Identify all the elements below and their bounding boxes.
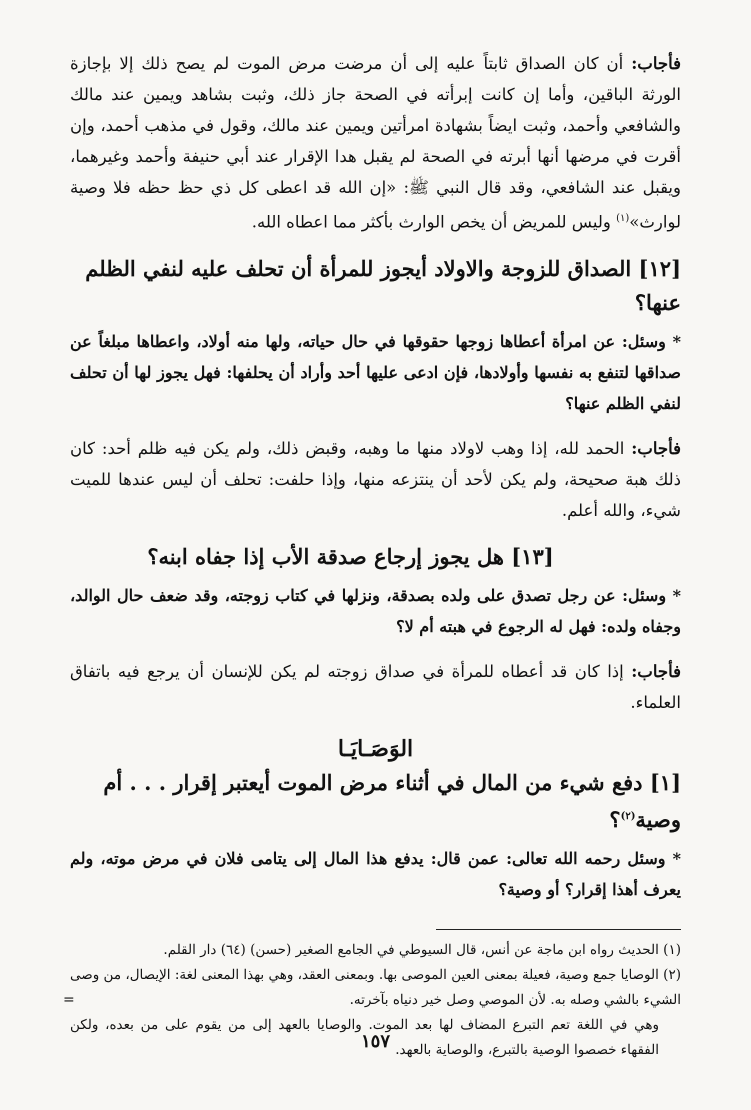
footnote-separator [436, 929, 681, 930]
answer-12 [70, 433, 681, 526]
footnote-1: (١) الحديث رواه ابن ماجة عن أنس، قال السيوطي في الجامع الصغير (حسن) (٦٤) دار القلم. [163, 941, 681, 958]
section-title: الوَصَـايَـا [337, 735, 414, 762]
answer-12-text: الحمد لله، إذا وهب لاولاد منها ما وهبه، وقبض ذلك، ولم يكن فيه ظلم أحد: كان ذلك هبة صحيحة، ولم يكن لأحد أن ينتزعه منها، وإذا حلفت: تحلف أن ليس عندها للميت شيء، والله أعلم. [70, 438, 681, 520]
question-12: * وسئل: عن امرأة أعطاها زوجها حقوقها في حال حياته، ولها منه أولاد، واعطاها مبلغاً عن صداقها لتنفع به نفسها وأولادها، فإن ادعى عليها أحد وأراد أن يحلفها: فهل يجوز لها أن تحلف لنفي الظلم عنها؟ [70, 331, 681, 413]
answer-13-text: إذا كان قد أعطاه للمرأة في صداق زوجته لم يكن للإنسان أن يرجع فيه باتفاق العلماء. [70, 661, 681, 712]
heading-1-text: [١] دفع شيء من المال في أثناء مرض الموت أيعتبر إقرار . . . أم وصية [103, 769, 681, 832]
footnote-2: (٢) الوصايا جمع وصية، فعيلة بمعنى العين الموصى بها. وبمعنى العقد، وهي بهذا المعنى لغة: الإيصال، من وصى الشيء بالشي وصله به. لأن الموصي وصل خير دنياه بآخرته. [70, 966, 681, 1008]
answer-13-lead: فأجاب: [631, 661, 681, 681]
continuation-mark: = [63, 992, 75, 1008]
heading-13: [١٣] هل يجوز إرجاع صدقة الأب إذا جفاه ابنه؟ [147, 543, 554, 569]
answer-tail: وليس للمريض أن يخص الوارث بأكثر مما اعطاه الله. [251, 212, 617, 232]
answer-paragraph [70, 48, 681, 238]
answer-13 [70, 656, 681, 718]
answer-lead: فأجاب: [631, 54, 681, 73]
footnote-ref-1: (١) [616, 213, 630, 224]
heading-1 [70, 766, 681, 837]
heading-1-tail: ؟ [609, 806, 621, 832]
answer-12-lead: فأجاب: [631, 438, 681, 458]
question-1: * وسئل رحمه الله تعالى: عمن قال: يدفع هذا المال إلى يتامى فلان في مرض موته، ولم يعرف أهذا إقرار؟ أو وصية؟ [70, 848, 681, 899]
answer-text: أن كان الصداق ثابتاً عليه إلى أن مرضت مرض الموت لم يصح ذلك إلا بإجازة الورثة الباقين، وأما إن كانت إبرأته في الصحة جاز ذلك، وثبت بشاهد ويمين عند مالك والشافعي وأحمد، وثبت ايضاً بشهادة امرأتين ويمين عند مالك، وقول في مذهب أحمد، وإن أقرت في مرضها أنها أبرته في الصحة لم يقبل هدا الإقرار عند أبي حنيفة وأحمد وغيرهما، ويقبل عند الشافعي، وقد قال النبي ﷺ: «إن الله قد اعطى كل ذي حظ حظه فلا وصية لوارث» [70, 54, 681, 232]
page-number: ١٥٧ [360, 1031, 390, 1052]
footnote-2-continued: وهي في اللغة تعم التبرع المضاف لها بعد الموت. والوصايا بالعهد إلى من يقوم على من بعده، ولكن الفقهاء خصصوا الوصية بالتبرع، والوصاية بالعهد. [70, 1016, 659, 1058]
heading-12: [١٢] الصداق للزوجة والاولاد أيجوز للمرأة أن تحلف عليه لنفي الظلم عنها؟ [85, 255, 681, 315]
footnote-ref-2: (٢) [620, 810, 636, 822]
question-13: * وسئل: عن رجل تصدق على ولده بصدقة، ونزلها في كتاب زوجته، وقد ضعف حال الوالد، وجفاه ولده: فهل له الرجوع في هبته أم لا؟ [70, 585, 681, 636]
